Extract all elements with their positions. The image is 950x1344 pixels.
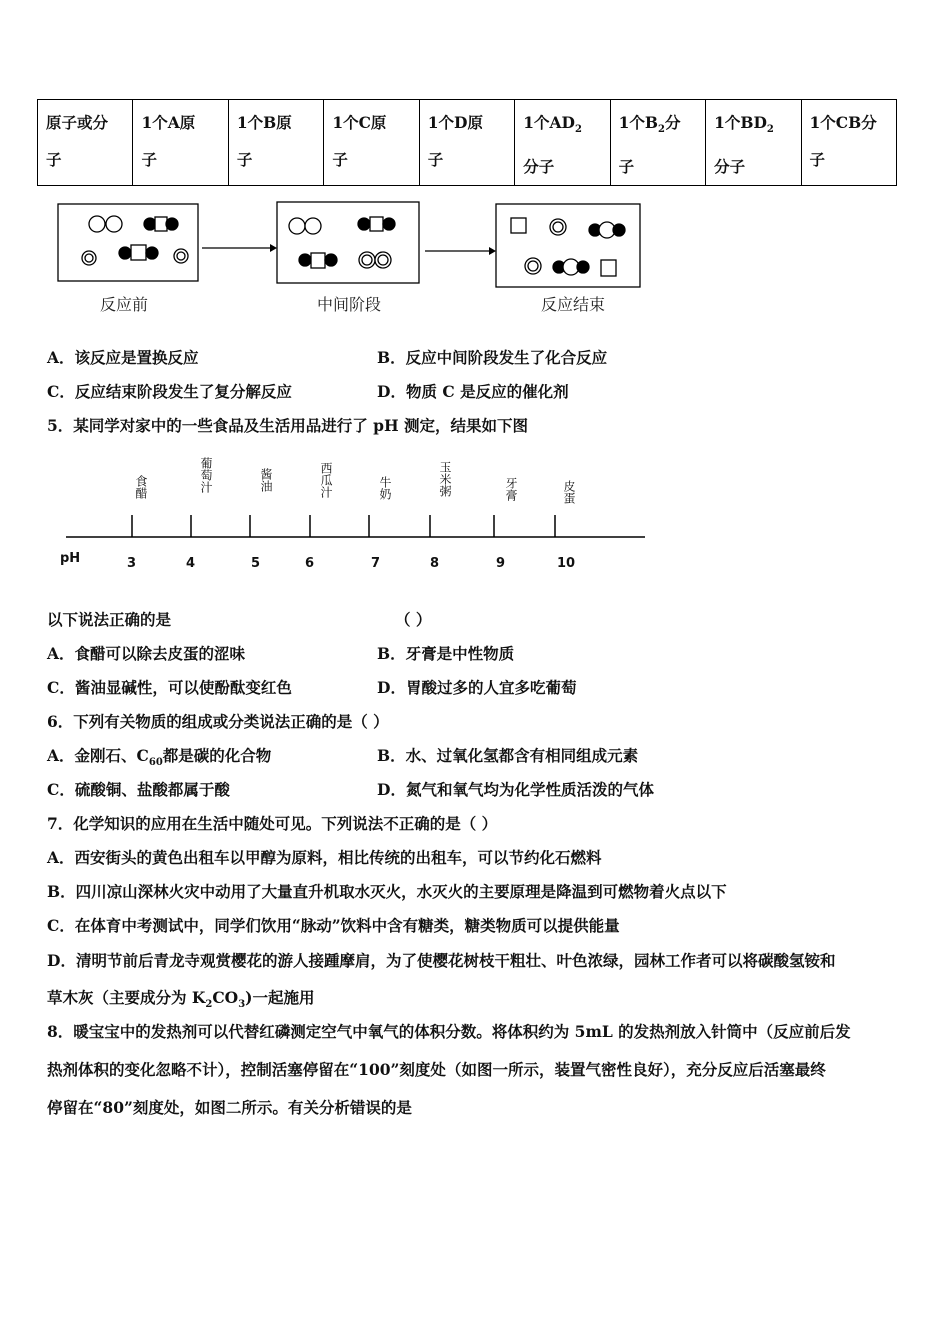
ph-tick-marks <box>132 515 555 537</box>
ph-tick-label: 9 <box>496 556 506 571</box>
ph-tick-label: 7 <box>371 556 381 571</box>
legend-cell: 原子或分 子 <box>38 100 133 186</box>
c-atom-inner <box>85 254 93 262</box>
c-atom-inner <box>553 222 563 232</box>
b-atom <box>106 216 122 232</box>
b-center <box>155 217 167 231</box>
q4-option-d: D．物质 C 是反应的催化剂 <box>377 382 569 401</box>
ph-scale-figure <box>0 450 950 590</box>
q6-option-b: B．水、过氧化氢都含有相同组成元素 <box>377 746 639 765</box>
d-atom <box>166 218 178 230</box>
legend-cell: 1个B原 子 <box>228 100 323 186</box>
c-atom-inner <box>528 261 538 271</box>
ph-tick-label: 8 <box>430 556 440 571</box>
c-atom-inner <box>362 255 372 265</box>
q8-line3: 停留在“80”刻度处，如图二所示。有关分析错误的是 <box>47 1098 412 1117</box>
q7-option-a: A．西安街头的黄色出租车以甲醇为原料，相比传统的出租车，可以节约化石燃料 <box>47 848 602 867</box>
d-atom <box>146 247 158 259</box>
ph-tick-label: 3 <box>127 556 137 571</box>
b-atom <box>89 216 105 232</box>
q7-stem: 7．化学知识的应用在生活中随处可见。下列说法不正确的是（ ） <box>47 814 498 833</box>
q6-stem: 6．下列有关物质的组成或分类说法正确的是（ ） <box>47 712 389 731</box>
d-atom <box>144 218 156 230</box>
particle-legend-table <box>37 99 897 186</box>
q5-option-a: A．食醋可以除去皮蛋的涩味 <box>47 644 246 663</box>
q7-option-c: C．在体育中考测试中，同学们饮用“脉动”饮料中含有糖类，糖类物质可以提供能量 <box>47 916 620 935</box>
c-atom-inner <box>378 255 388 265</box>
q8-line2: 热剂体积的变化忽略不计），控制活塞停留在“100”刻度处（如图一所示，装置气密性良好），充分反应后活塞最终 <box>47 1060 826 1079</box>
q4-option-a: A．该反应是置换反应 <box>47 348 199 367</box>
ph-tick-label: 10 <box>557 556 576 571</box>
legend-cell: 1个C原 子 <box>324 100 419 186</box>
q5-stem: 5．某同学对家中的一些食品及生活用品进行了 pH 测定，结果如下图 <box>47 416 529 435</box>
middle-box <box>277 202 419 283</box>
ph-tick-label: 4 <box>186 556 196 571</box>
b-atom <box>305 218 321 234</box>
ph-item-watermelon: 西瓜汁 <box>319 462 333 498</box>
ph-scale-svg <box>0 450 950 590</box>
q6-option-a: A．金刚石、$C_{60}$都是碳的化合物 <box>47 746 272 769</box>
b-center <box>370 217 383 231</box>
d-atom <box>383 218 395 230</box>
ph-item-toothpaste: 牙膏 <box>504 477 518 501</box>
q5-prompt: 以下说法正确的是 <box>47 610 172 629</box>
d-atom <box>299 254 311 266</box>
q5-option-d: D．胃酸过多的人宜多吃葡萄 <box>377 678 577 697</box>
q5-option-b: B．牙膏是中性物质 <box>377 644 515 663</box>
d-atom <box>613 224 625 236</box>
q8-line1: 8．暖宝宝中的发热剂可以代替红磷测定空气中氧气的体积分数。将体积约为 5mL 的发热剂放入针筒中（反应前后发 <box>47 1022 851 1041</box>
d-atom <box>325 254 337 266</box>
ph-item-vinegar: 食醋 <box>134 475 148 499</box>
arrow-icon <box>489 247 496 255</box>
stage-label-middle: 中间阶段 <box>317 295 382 314</box>
q5-option-c: C．酱油显碱性，可以使酚酞变红色 <box>47 678 292 697</box>
stage-label-end: 反应结束 <box>541 295 606 314</box>
stage-label-before: 反应前 <box>100 295 149 314</box>
legend-cell: 1个$BD_2$ 分子 <box>706 100 801 186</box>
ph-item-soy: 酱油 <box>259 468 273 492</box>
legend-cell: 1个D原 子 <box>419 100 514 186</box>
q5-answer-paren: （ ） <box>395 610 432 629</box>
b-center <box>131 245 146 260</box>
reaction-diagram <box>0 195 950 325</box>
b-atom <box>289 218 305 234</box>
legend-cell: 1个$B_2$分 子 <box>610 100 705 186</box>
q7-option-b: B．四川凉山深林火灾中动用了大量直升机取水灭火，水灭火的主要原理是降温到可燃物着火点以下 <box>47 882 727 901</box>
d-atom <box>577 261 589 273</box>
ph-item-milk: 牛奶 <box>378 476 392 500</box>
q4-option-c: C．反应结束阶段发生了复分解反应 <box>47 382 292 401</box>
ph-tick-label: 5 <box>251 556 261 571</box>
b-center <box>311 253 325 268</box>
b-atom-square <box>601 260 616 276</box>
ph-item-porridge: 玉米粥 <box>438 461 452 497</box>
b-atom-square <box>511 218 526 233</box>
q4-option-b: B．反应中间阶段发生了化合反应 <box>377 348 608 367</box>
d-atom <box>358 218 370 230</box>
d-atom <box>119 247 131 259</box>
ph-item-egg: 皮蛋 <box>562 480 576 504</box>
arrow-icon <box>270 244 277 252</box>
c-atom-inner <box>177 252 185 260</box>
q7-option-d-line2: 草木灰（主要成分为 $K_2CO_3$)一起施用 <box>47 988 315 1011</box>
q7-option-d-line1: D．清明节前后青龙寺观赏樱花的游人接踵摩肩，为了使樱花树枝干粗壮、叶色浓绿，园林工作者可以将碳酸氢铵和 <box>47 951 836 970</box>
legend-cell: 1个$AD_2$ 分子 <box>515 100 610 186</box>
ph-tick-label: 6 <box>305 556 315 571</box>
ph-axis-label: pH <box>60 551 81 566</box>
ph-item-grape: 葡萄汁 <box>199 457 213 493</box>
before-box <box>58 204 198 281</box>
legend-cell: 1个CB分 子 <box>801 100 897 186</box>
q6-option-d: D．氮气和氧气均为化学性质活泼的气体 <box>377 780 654 799</box>
q6-option-c: C．硫酸铜、盐酸都属于酸 <box>47 780 230 799</box>
legend-cell: 1个A原 子 <box>133 100 228 186</box>
